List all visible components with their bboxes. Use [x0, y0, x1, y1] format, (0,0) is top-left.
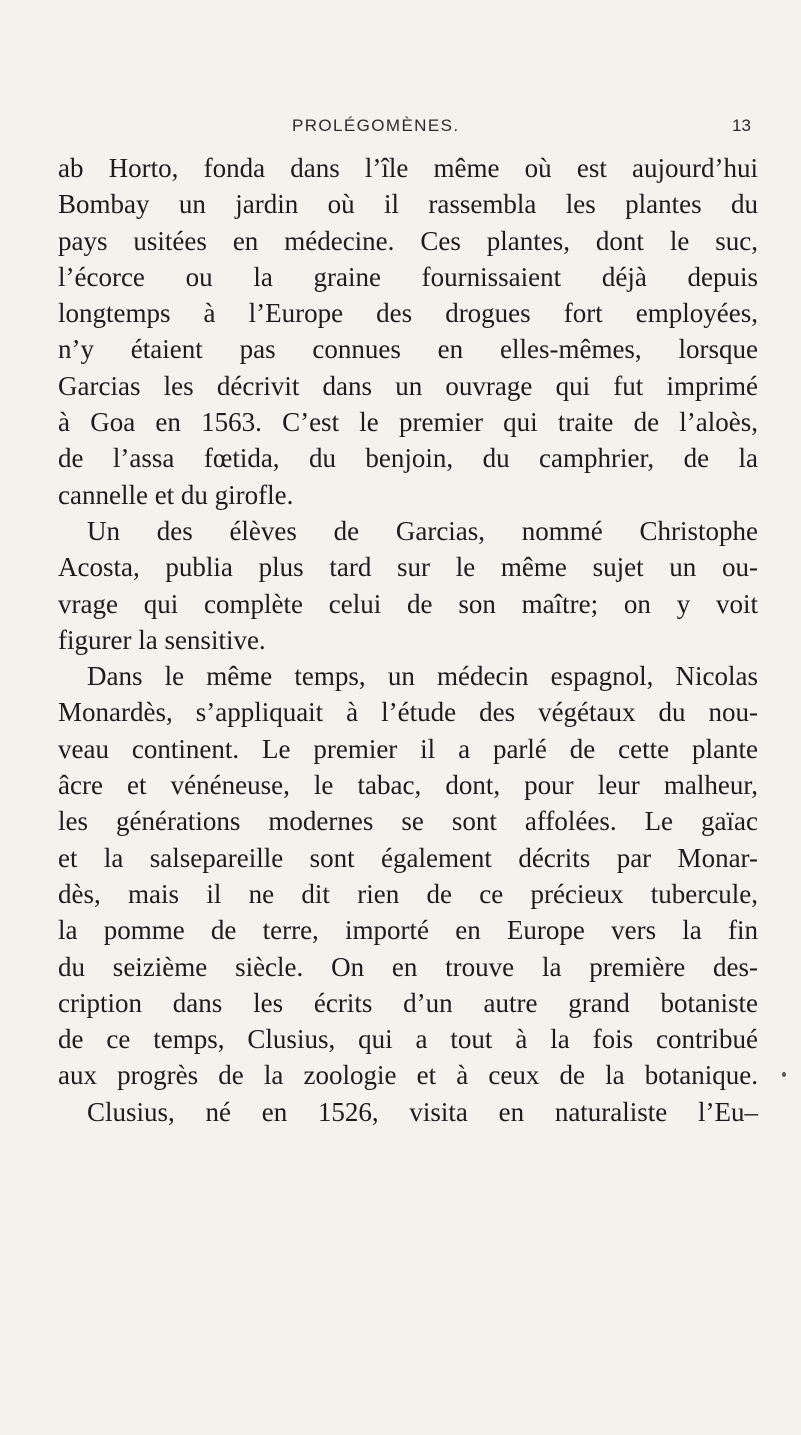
- text-line: Dans le même temps, un médecin espagnol, Nicolas: [87, 661, 758, 692]
- text-line: pays usitées en médecine. Ces plantes, dont le suc,: [58, 225, 758, 256]
- text-line: âcre et vénéneuse, le tabac, dont, pour leur malheur,: [58, 770, 758, 801]
- text-line: de ce temps, Clusius, qui a tout à la fois contribué: [58, 1024, 758, 1055]
- text-line: et la salsepareille sont également décrits par Monar-: [58, 842, 758, 873]
- text-line: n’y étaient pas connues en elles-mêmes, lorsque: [58, 334, 758, 365]
- text-line: veau continent. Le premier il a parlé de cette plante: [58, 733, 758, 764]
- text-line: longtemps à l’Europe des drogues fort employées,: [58, 298, 758, 329]
- body-text: [58, 150, 758, 1130]
- text-line: la pomme de terre, importé en Europe vers la fin: [58, 915, 758, 946]
- text-line: ab Horto, fonda dans l’île même où est aujourd’hui: [58, 153, 758, 183]
- text-line: Monardès, s’appliquait à l’étude des végétaux du nou-: [58, 697, 758, 728]
- text-line: Acosta, publia plus tard sur le même sujet un ou-: [58, 552, 758, 583]
- running-title: PROLÉGOMÈNES.: [292, 116, 460, 135]
- print-speck: [782, 1072, 786, 1077]
- text-line: figurer la sensitive.: [58, 624, 266, 655]
- page-number: 13: [732, 116, 751, 135]
- text-line: de l’assa fœtida, du benjoin, du camphrier, de la: [58, 443, 758, 474]
- text-line: aux progrès de la zoologie et à ceux de la botanique.: [58, 1060, 758, 1091]
- text-line: cription dans les écrits d’un autre grand botaniste: [58, 987, 758, 1018]
- text-line: l’écorce ou la graine fournissaient déjà depuis: [58, 261, 758, 292]
- text-line: Bombay un jardin où il rassembla les plantes du: [58, 189, 758, 220]
- text-line: Garcias les décrivit dans un ouvrage qui fut imprimé: [58, 370, 758, 401]
- text-line: vrage qui complète celui de son maître; on y voit: [58, 588, 758, 619]
- text-line: à Goa en 1563. C’est le premier qui traite de l’aloès,: [58, 407, 758, 438]
- text-line: dès, mais il ne dit rien de ce précieux tubercule,: [58, 878, 758, 909]
- text-line: Clusius, né en 1526, visita en naturaliste l’Eu–: [87, 1096, 758, 1127]
- text-line: les générations modernes se sont affolées. Le gaïac: [58, 806, 758, 837]
- text-line: cannelle et du girofle.: [58, 479, 294, 510]
- running-head: [0, 116, 801, 140]
- text-line: Un des élèves de Garcias, nommé Christophe: [87, 515, 758, 546]
- text-line: du seizième siècle. On en trouve la première des-: [58, 951, 758, 982]
